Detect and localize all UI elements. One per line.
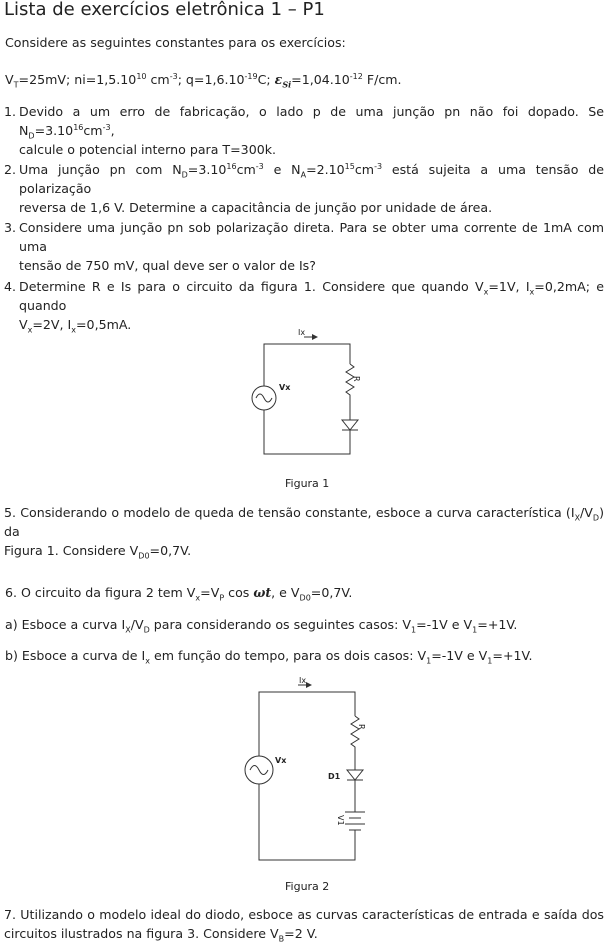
question-1: 1. Devido a um erro de fabricação, o lado p de uma junção pn não foi dopado. Se $N_D=3.10^{16}cm^{-3}$, calcule o potencial interno para T=300k. (4, 104, 604, 157)
question-4: 4. Determine R e Is para o circuito da figura 1. Considere que quando $V_x=1V$, $I_x=0,2mA$; e quando $V_x=2V$, $I_x=0,5mA$. (4, 279, 604, 335)
question-6a: a) Esboce a curva $I_X/V_D$ para considerando os seguintes casos: $V_1=-1V$ e $V_1=+1V$. (5, 617, 518, 635)
question-5-line-2: Figura 1. Considere $V_{D0}=0,7V$. (4, 543, 192, 561)
question-4-line-2: $V_x=2V$, $I_x=0,5mA$. (19, 317, 132, 335)
figure-2-circuit (238, 672, 378, 872)
top-wire (264, 344, 350, 388)
label-ix: Ix (298, 328, 306, 337)
intro-text: Considere as seguintes constantes para os exercícios: (5, 35, 346, 50)
question-5-line-1: 5. Considerando o modelo de queda de tensão constante, esboce a curva característica $(I_X/V_D)$ da (4, 505, 604, 539)
label-vx: Vx (279, 383, 291, 392)
question-2: 2. Uma junção pn com $N_D=3.10^{16}cm^{-3}$ e $N_A=2.10^{15}cm^{-3}$ está sujeita a uma tensão de polarização reversa de 1,6 V. Determine a capacitância de junção por unidade de área. (4, 161, 604, 215)
figure-1-circuit (246, 324, 376, 464)
constants-line: $V_T=25mV$; $ni=1,5.10^{10}$ $cm^{-3}$; $q=1,6.10^{-19}C$; $\varepsilon_{Si}=1,04.10^{-12}$ F/cm. (5, 71, 402, 90)
question-3-line-1: Considere uma junção pn sob polarização direta. Para se obter uma corrente de 1mA com uma (19, 220, 604, 254)
question-6b: b) Esboce a curva de $I_x$ em função do tempo, para os dois casos: $V_1=-1V$ e $V_1=+1V$. (5, 648, 533, 666)
question-3: 3. Considere uma junção pn sob polarização direta. Para se obter uma corrente de 1mA com uma tensão de 750 mV, qual deve ser o valor de Is? (4, 220, 604, 273)
top-wire (259, 692, 355, 756)
question-2-line-1: Uma junção pn com $N_D=3.10^{16}cm^{-3}$ e $N_A=2.10^{15}cm^{-3}$ está sujeita a uma tensão de polarização (19, 161, 604, 196)
question-7-line-2: circuitos ilustrados na figura 3. Considere $V_B=2$ V. (4, 926, 318, 944)
label-r: R (352, 376, 361, 382)
question-1-line-2: calcule o potencial interno para T=300k. (19, 142, 277, 157)
question-4-line-1: Determine R e Is para o circuito da figura 1. Considere que quando $V_x=1V$, $I_x=0,2mA$; e quando (19, 279, 604, 313)
label-ix: Ix (299, 676, 307, 685)
label-d1: D1 (328, 772, 341, 781)
question-3-line-2: tensão de 750 mV, qual deve ser o valor de Is? (19, 258, 316, 273)
figure-2-caption: Figura 2 (285, 880, 330, 893)
figure-1-caption: Figura 1 (285, 477, 330, 490)
label-r: R (357, 724, 366, 730)
question-5 (4, 503, 604, 560)
question-6: 6. O circuito da figura 2 tem $V_x=V_P$ cos ωt, e $V_{D0}=0,7V$. (5, 585, 353, 603)
page-title: Lista de exercícios eletrônica 1 – P1 (4, 0, 325, 20)
diode (342, 420, 358, 430)
label-v1: V1 (336, 815, 345, 826)
question-2-line-2: reversa de 1,6 V. Determine a capacitância de junção por unidade de área. (19, 200, 493, 215)
resistor-r (346, 364, 354, 420)
label-vx: Vx (275, 756, 287, 765)
question-1-line-1: Devido a um erro de fabricação, o lado p de uma junção pn não foi dopado. Se $N_D=3.10^{16}cm^{-3}$, (19, 104, 604, 141)
question-7 (4, 905, 604, 943)
diode-d1 (347, 770, 363, 780)
bottom-wire (264, 408, 350, 454)
question-7-line-1: 7. Utilizando o modelo ideal do diodo, esboce as curvas características de entrada e saída dos (4, 907, 604, 922)
